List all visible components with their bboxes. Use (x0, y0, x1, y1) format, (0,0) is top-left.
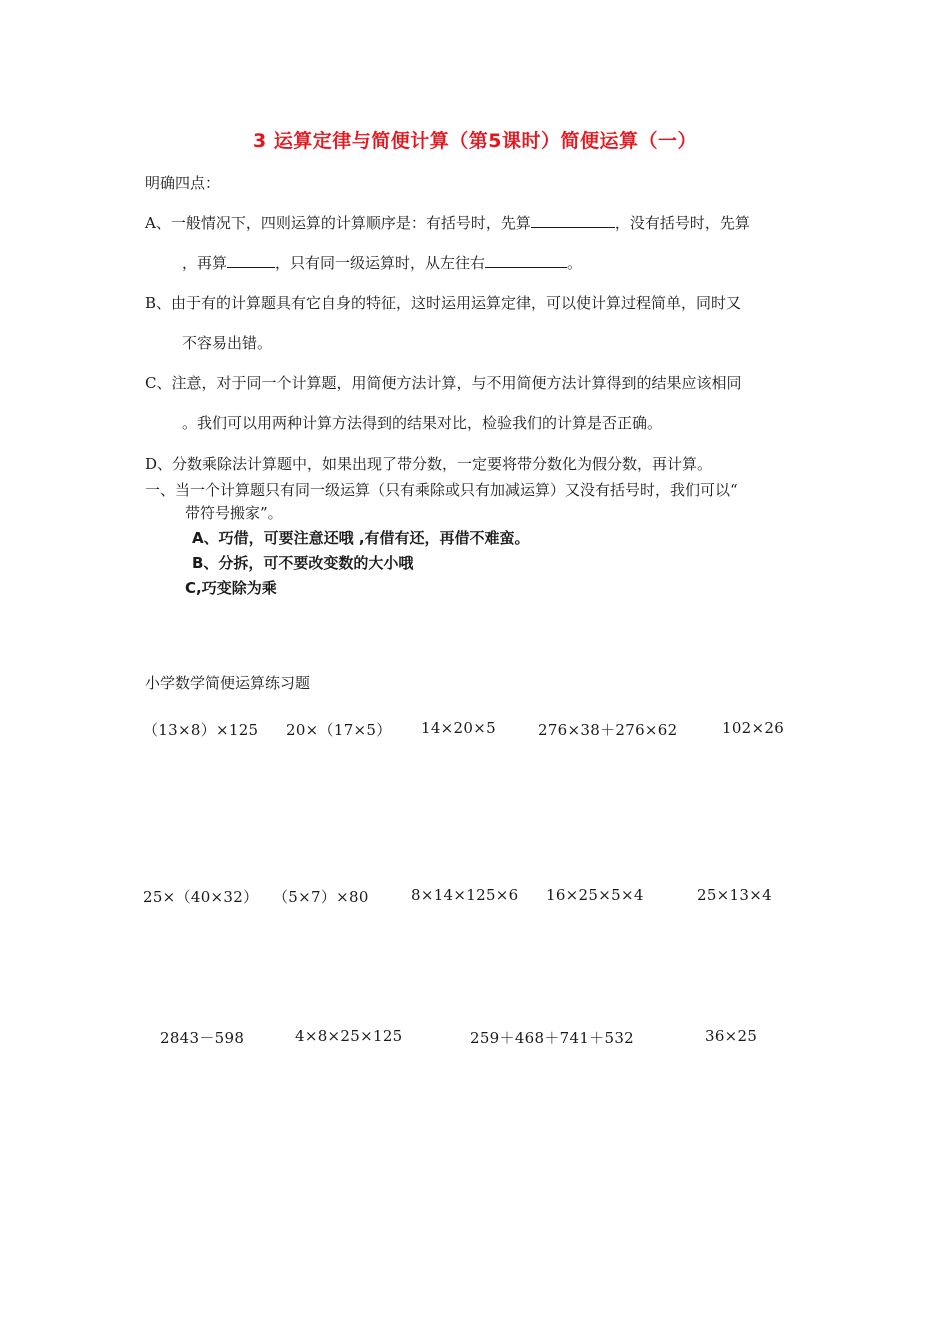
point-a-text-2: ，没有括号时，先算 (614, 214, 750, 232)
exercise-item: 14×20×5 (421, 719, 496, 737)
point-c-line2: 。我们可以用两种计算方法得到的结果对比，检验我们的计算是否正确。 (182, 414, 663, 432)
point-a-line1 (145, 212, 750, 233)
tip-b: B、分拆，可不要改变数的大小哦 (192, 554, 414, 572)
point-c-line1: C、注意，对于同一个计算题，用简便方法计算，与不用简便方法计算得到的结果应该相同 (145, 374, 742, 392)
point-b-line2: 不容易出错。 (182, 334, 273, 352)
point-a-text-3: ，再算 (182, 254, 228, 272)
practice-title: 小学数学简便运算练习题 (145, 674, 311, 692)
exercise-item: 2843－598 (160, 1029, 245, 1047)
intro-heading: 明确四点： (145, 174, 221, 192)
exercise-item: 25×13×4 (697, 886, 772, 904)
fill-blank (485, 252, 567, 268)
point-a-text-5: 。 (567, 254, 583, 272)
point-b-line1: B、由于有的计算题具有它自身的特征，这时运用运算定律，可以使计算过程简单，同时又 (145, 294, 742, 312)
section-one-line2: 带符号搬家”。 (185, 504, 283, 522)
exercise-item: 4×8×25×125 (295, 1027, 403, 1045)
section-one-line1: 一、当一个计算题只有同一级运算（只有乘除或只有加减运算）又没有括号时，我们可以“ (145, 481, 738, 499)
exercise-item: 20×（17×5） (286, 721, 392, 739)
exercise-item: 259＋468＋741＋532 (470, 1029, 635, 1047)
point-a-text-4: ，只有同一级运算时，从左往右 (275, 254, 486, 272)
point-a-line2 (182, 252, 582, 273)
fill-blank (227, 252, 275, 268)
exercise-item: 16×25×5×4 (546, 886, 644, 904)
exercise-item: 25×（40×32） (143, 888, 259, 906)
tip-a: A、巧借，可要注意还哦 ,有借有还，再借不难蛮。 (192, 529, 530, 547)
exercise-item: 8×14×125×6 (411, 886, 519, 904)
point-d: D、分数乘除法计算题中，如果出现了带分数，一定要将带分数化为假分数，再计算。 (145, 455, 713, 473)
exercise-item: （5×7）×80 (273, 888, 369, 906)
point-a-text-1: A、一般情况下，四则运算的计算顺序是：有括号时，先算 (145, 214, 531, 232)
exercise-item: （13×8）×125 (143, 721, 259, 739)
page-title: 3 运算定律与简便计算（第5课时）简便运算（一） (252, 130, 698, 152)
fill-blank (531, 212, 615, 228)
exercise-item: 276×38＋276×62 (538, 721, 678, 739)
exercise-item: 102×26 (722, 719, 785, 737)
tip-c: C,巧变除为乘 (185, 579, 277, 597)
exercise-item: 36×25 (705, 1027, 758, 1045)
